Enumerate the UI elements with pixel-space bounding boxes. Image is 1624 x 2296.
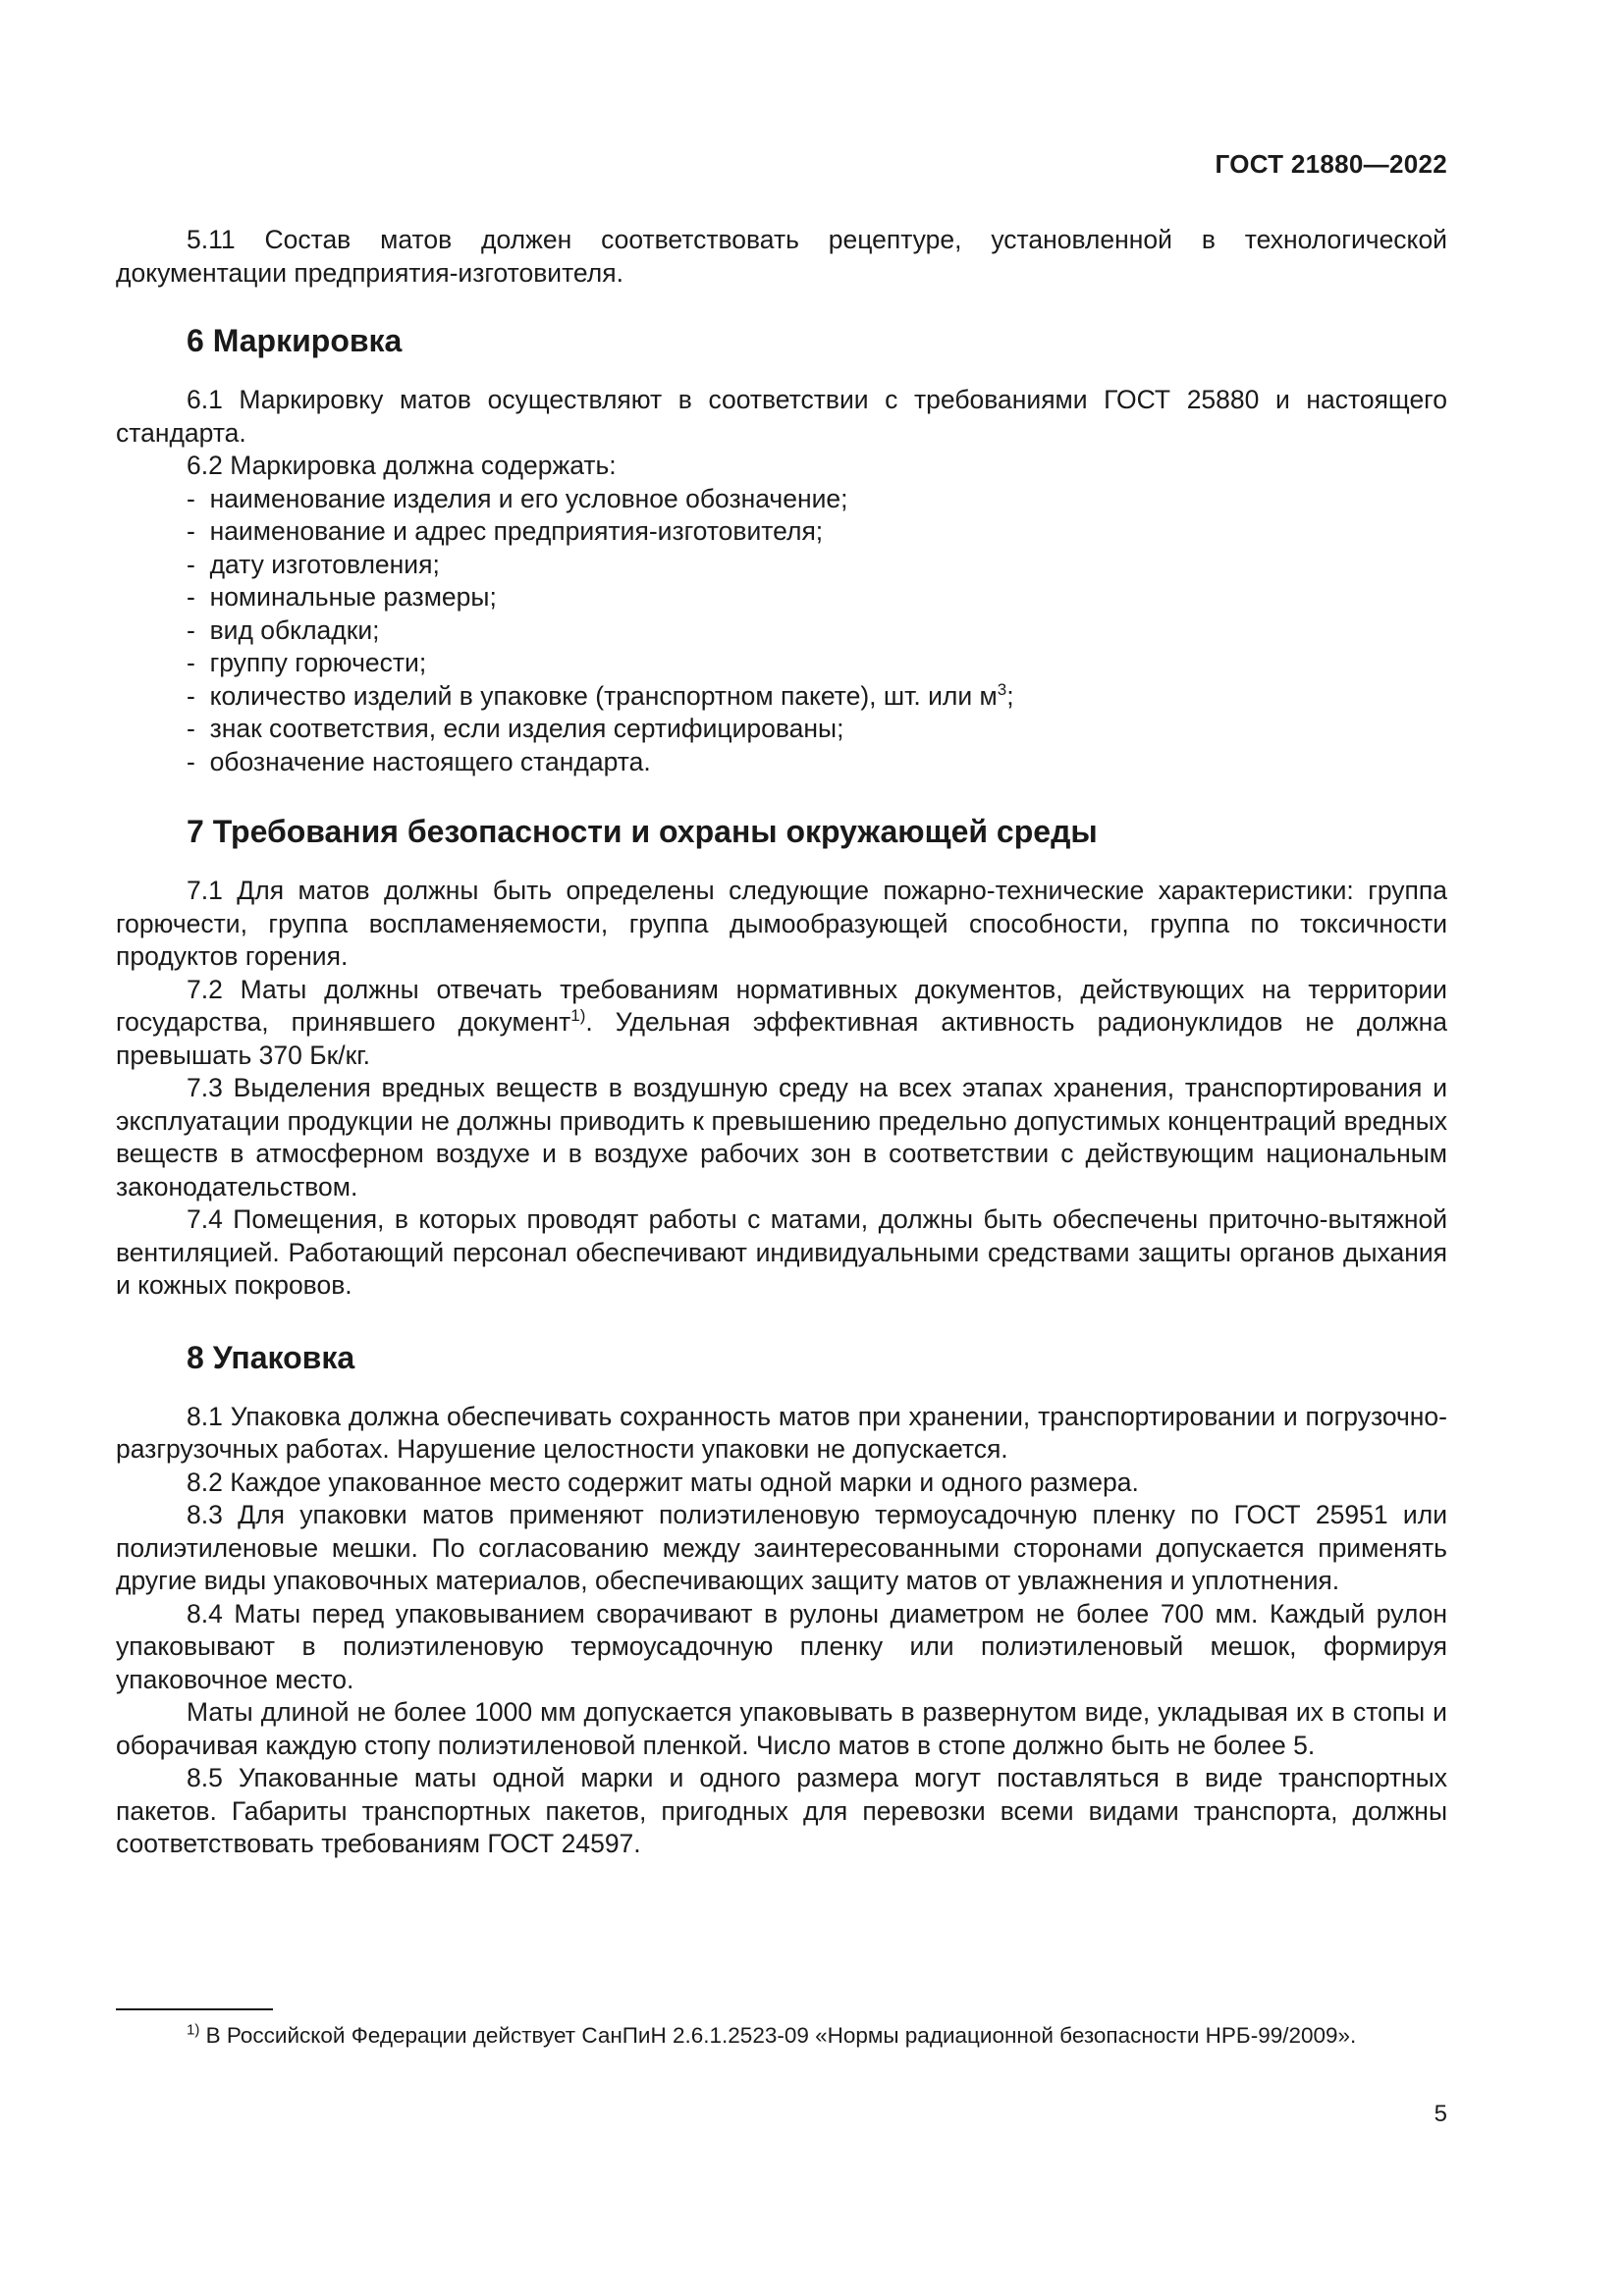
paragraph-8-1: 8.1 Упаковка должна обеспечивать сохранность матов при хранении, транспортировании и погрузочно-разгрузочных работах. Нарушение целостности упаковки не допускается. (116, 1401, 1447, 1464)
list-item (187, 680, 1447, 714)
list-item: - наименование изделия и его условное обозначение; (187, 483, 1447, 516)
section-8-heading: 8 Упаковка (187, 1339, 355, 1375)
paragraph-6-1: 6.1 Маркировку матов осуществляют в соответствии с требованиями ГОСТ 25880 и настоящего стандарта. (116, 385, 1447, 448)
list-item: - дату изготовления; (187, 549, 1447, 582)
section-7-heading: 7 Требования безопасности и охраны окружающей среды (187, 814, 1098, 849)
paragraph-8-5: 8.5 Упакованные маты одной марки и одного размера могут поставляться в виде транспортных пакетов. Габариты транспортных пакетов, пригодных для перевозки всеми видами транспорта, должны соответствовать требованиям ГОСТ 24597. (116, 1763, 1447, 1858)
footnote-mark: 1) (187, 2021, 200, 2039)
footnote-reference: 1) (570, 1006, 586, 1026)
paragraph-8-4: 8.4 Маты перед упаковыванием сворачивают в рулоны диаметром не более 700 мм. Каждый рулон упаковывают в полиэтиленовую термоусадочную пленку или полиэтиленовый мешок, формируя упаковочное место. (116, 1598, 1447, 1694)
paragraph-7-3: 7.3 Выделения вредных веществ в воздушную среду на всех этапах хранения, транспортирования и эксплуатации продукции не должны приводить к превышению предельно допустимых концентраций вредных веществ в атмосферном воздухе и в воздухе рабочих зон в соответствии с действующим национальным законодательством. (116, 1073, 1447, 1201)
paragraph-8-3: 8.3 Для упаковки матов применяют полиэтиленовую термоусадочную пленку по ГОСТ 25951 или полиэтиленовые мешки. По согласованию между заинтересованными сторонами допускается применять другие виды упаковочных материалов, обеспечивающих защиту матов от увлажнения и уплотнения. (116, 1500, 1447, 1595)
paragraph-7-1: 7.1 Для матов должны быть определены следующие пожарно-технические характеристики: группа горючести, группа воспламеняемости, группа дымообразующей способности, группа по токсичности продуктов горения. (116, 876, 1447, 971)
paragraph-7-2 (116, 974, 1447, 1073)
list-item: - вид обкладки; (187, 614, 1447, 648)
list-item: - наименование и адрес предприятия-изготовителя; (187, 515, 1447, 549)
list-item: - знак соответствия, если изделия сертифицированы; (187, 713, 1447, 746)
paragraph-7-2-text-b: . Удельная эффективная активность радионуклидов не должна превышать 370 Бк/кг. (116, 1007, 1448, 1070)
footnote-text: В Российской Федерации действует СанПиН 2.6.1.2523-09 «Нормы радиационной безопасности НРБ-99/2009». (199, 2023, 1357, 2048)
section-6-heading: 6 Маркировка (187, 323, 403, 358)
list-item-text: количество изделий в упаковке (транспортном пакете), шт. или м (209, 680, 998, 711)
paragraph-8-4-continuation: Маты длиной не более 1000 мм допускается упаковывать в развернутом виде, укладывая их в стопы и оборачивая каждую стопу полиэтиленовой пленкой. Число матов в стопе должно быть не более 5. (116, 1697, 1447, 1760)
paragraph-8-2: 8.2 Каждое упакованное место содержит маты одной марки и одного размера. (187, 1467, 1139, 1497)
list-item: - группу горючести; (187, 647, 1447, 680)
list-item: - обозначение настоящего стандарта. (187, 746, 1447, 779)
list-item-tail: ; (1006, 680, 1014, 711)
list-item: - номинальные размеры; (187, 581, 1447, 614)
paragraph-6-2: 6.2 Маркировка должна содержать: (187, 451, 617, 480)
paragraph-7-4: 7.4 Помещения, в которых проводят работы с матами, должны быть обеспечены приточно-вытяжной вентиляцией. Работающий персонал обеспечивают индивидуальными средствами защиты органов дыхания и кожных покровов. (116, 1204, 1447, 1300)
superscript: 3 (997, 679, 1007, 699)
paragraph-5-11: 5.11 Состав матов должен соответствовать рецептуре, установленной в технологической документации предприятия-изготовителя. (116, 225, 1447, 288)
standard-designation: ГОСТ 21880—2022 (1215, 149, 1447, 179)
document-body (116, 224, 1447, 1861)
paragraph-7-2-text-a: 7.2 Маты должны отвечать требованиям нормативных документов, действующих на территории государства, принявшего документ (116, 974, 1447, 1037)
marking-list (116, 483, 1447, 779)
page-number: 5 (1434, 2101, 1447, 2127)
footnote (116, 2020, 1447, 2051)
footnote-separator (116, 2008, 273, 2010)
